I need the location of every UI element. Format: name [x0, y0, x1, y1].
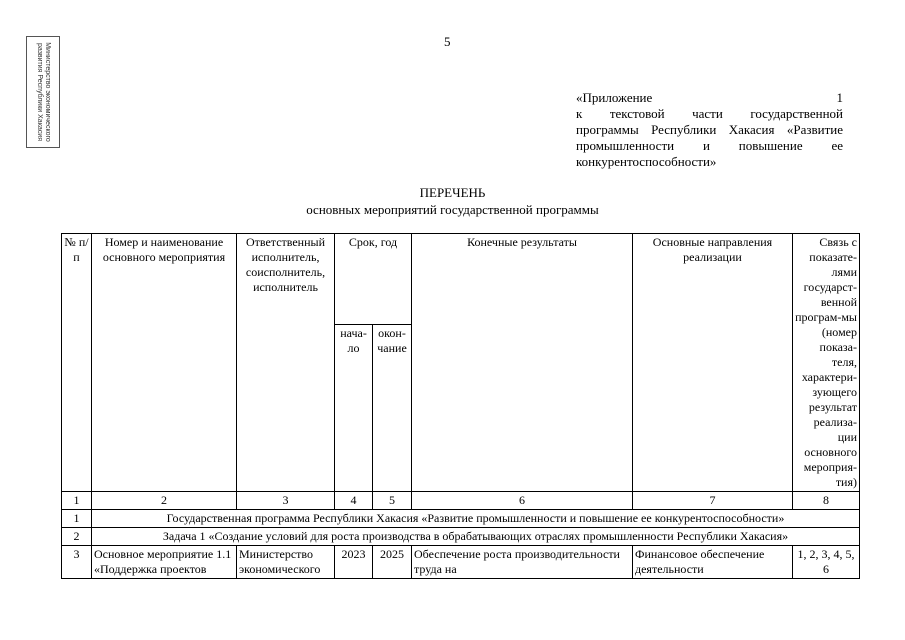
results-cell: Обеспечение роста производительности труда на [412, 546, 633, 579]
appendix-line: «Приложение 1 [576, 90, 843, 105]
row-num: 2 [62, 528, 92, 546]
indicator-link-cell: 1, 2, 3, 4, 5, 6 [793, 546, 860, 579]
measure-name-cell: Основное мероприятие 1.1 «Поддержка проектов [92, 546, 237, 579]
header-num: № п/п [62, 234, 92, 492]
appendix-line: программы Республики Хакасия «Развитие [576, 122, 843, 137]
row-num: 1 [62, 510, 92, 528]
row-num: 3 [62, 546, 92, 579]
start-year-cell: 2023 [335, 546, 373, 579]
header-start: нача-ло [335, 325, 373, 492]
column-number: 5 [373, 492, 412, 510]
registration-stamp [26, 36, 60, 148]
measures-table [61, 233, 860, 579]
column-number: 4 [335, 492, 373, 510]
header-responsible: Ответственный исполнитель, соисполнитель, исполнитель [237, 234, 335, 492]
document-title: ПЕРЕЧЕНЬ [419, 185, 486, 200]
task-title-cell: Задача 1 «Создание условий для роста производства в обрабатывающих отраслях промышленности Республики Хакасия» [92, 528, 860, 546]
column-number: 1 [62, 492, 92, 510]
column-number: 6 [412, 492, 633, 510]
table-row [62, 510, 860, 528]
column-numbers-row [62, 492, 860, 510]
column-number: 7 [633, 492, 793, 510]
appendix-line: к текстовой части государственной [576, 106, 843, 121]
responsible-cell: Министерство экономического [237, 546, 335, 579]
column-number: 3 [237, 492, 335, 510]
program-title-cell: Государственная программа Республики Хакасия «Развитие промышленности и повышение ее конкурентоспособности» [92, 510, 860, 528]
table-row [62, 528, 860, 546]
header-link: Связь с показате-лями государст-венной програм-мы (номер показа-теля, характери-зующего результат реализа-ции основного мероприя-тия) [793, 234, 860, 492]
page-number: 5 [444, 34, 451, 49]
header-end: окон-чание [373, 325, 412, 492]
stamp-text: Министерство экономического развития Республики Хакасия [36, 42, 51, 142]
column-number: 2 [92, 492, 237, 510]
appendix-line: конкурентоспособности» [576, 154, 717, 169]
table-row [62, 546, 860, 579]
header-name: Номер и наименование основного мероприятия [92, 234, 237, 492]
appendix-line: промышленности и повышение ее [576, 138, 843, 153]
appendix-header [576, 90, 843, 170]
column-number: 8 [793, 492, 860, 510]
header-directions: Основные направления реализации [633, 234, 793, 492]
header-term: Срок, год [335, 234, 412, 325]
document-subtitle: основных мероприятий государственной программы [306, 202, 599, 217]
table-header-row [62, 234, 860, 325]
header-results: Конечные результаты [412, 234, 633, 492]
directions-cell: Финансовое обеспечение деятельности [633, 546, 793, 579]
end-year-cell: 2025 [373, 546, 412, 579]
